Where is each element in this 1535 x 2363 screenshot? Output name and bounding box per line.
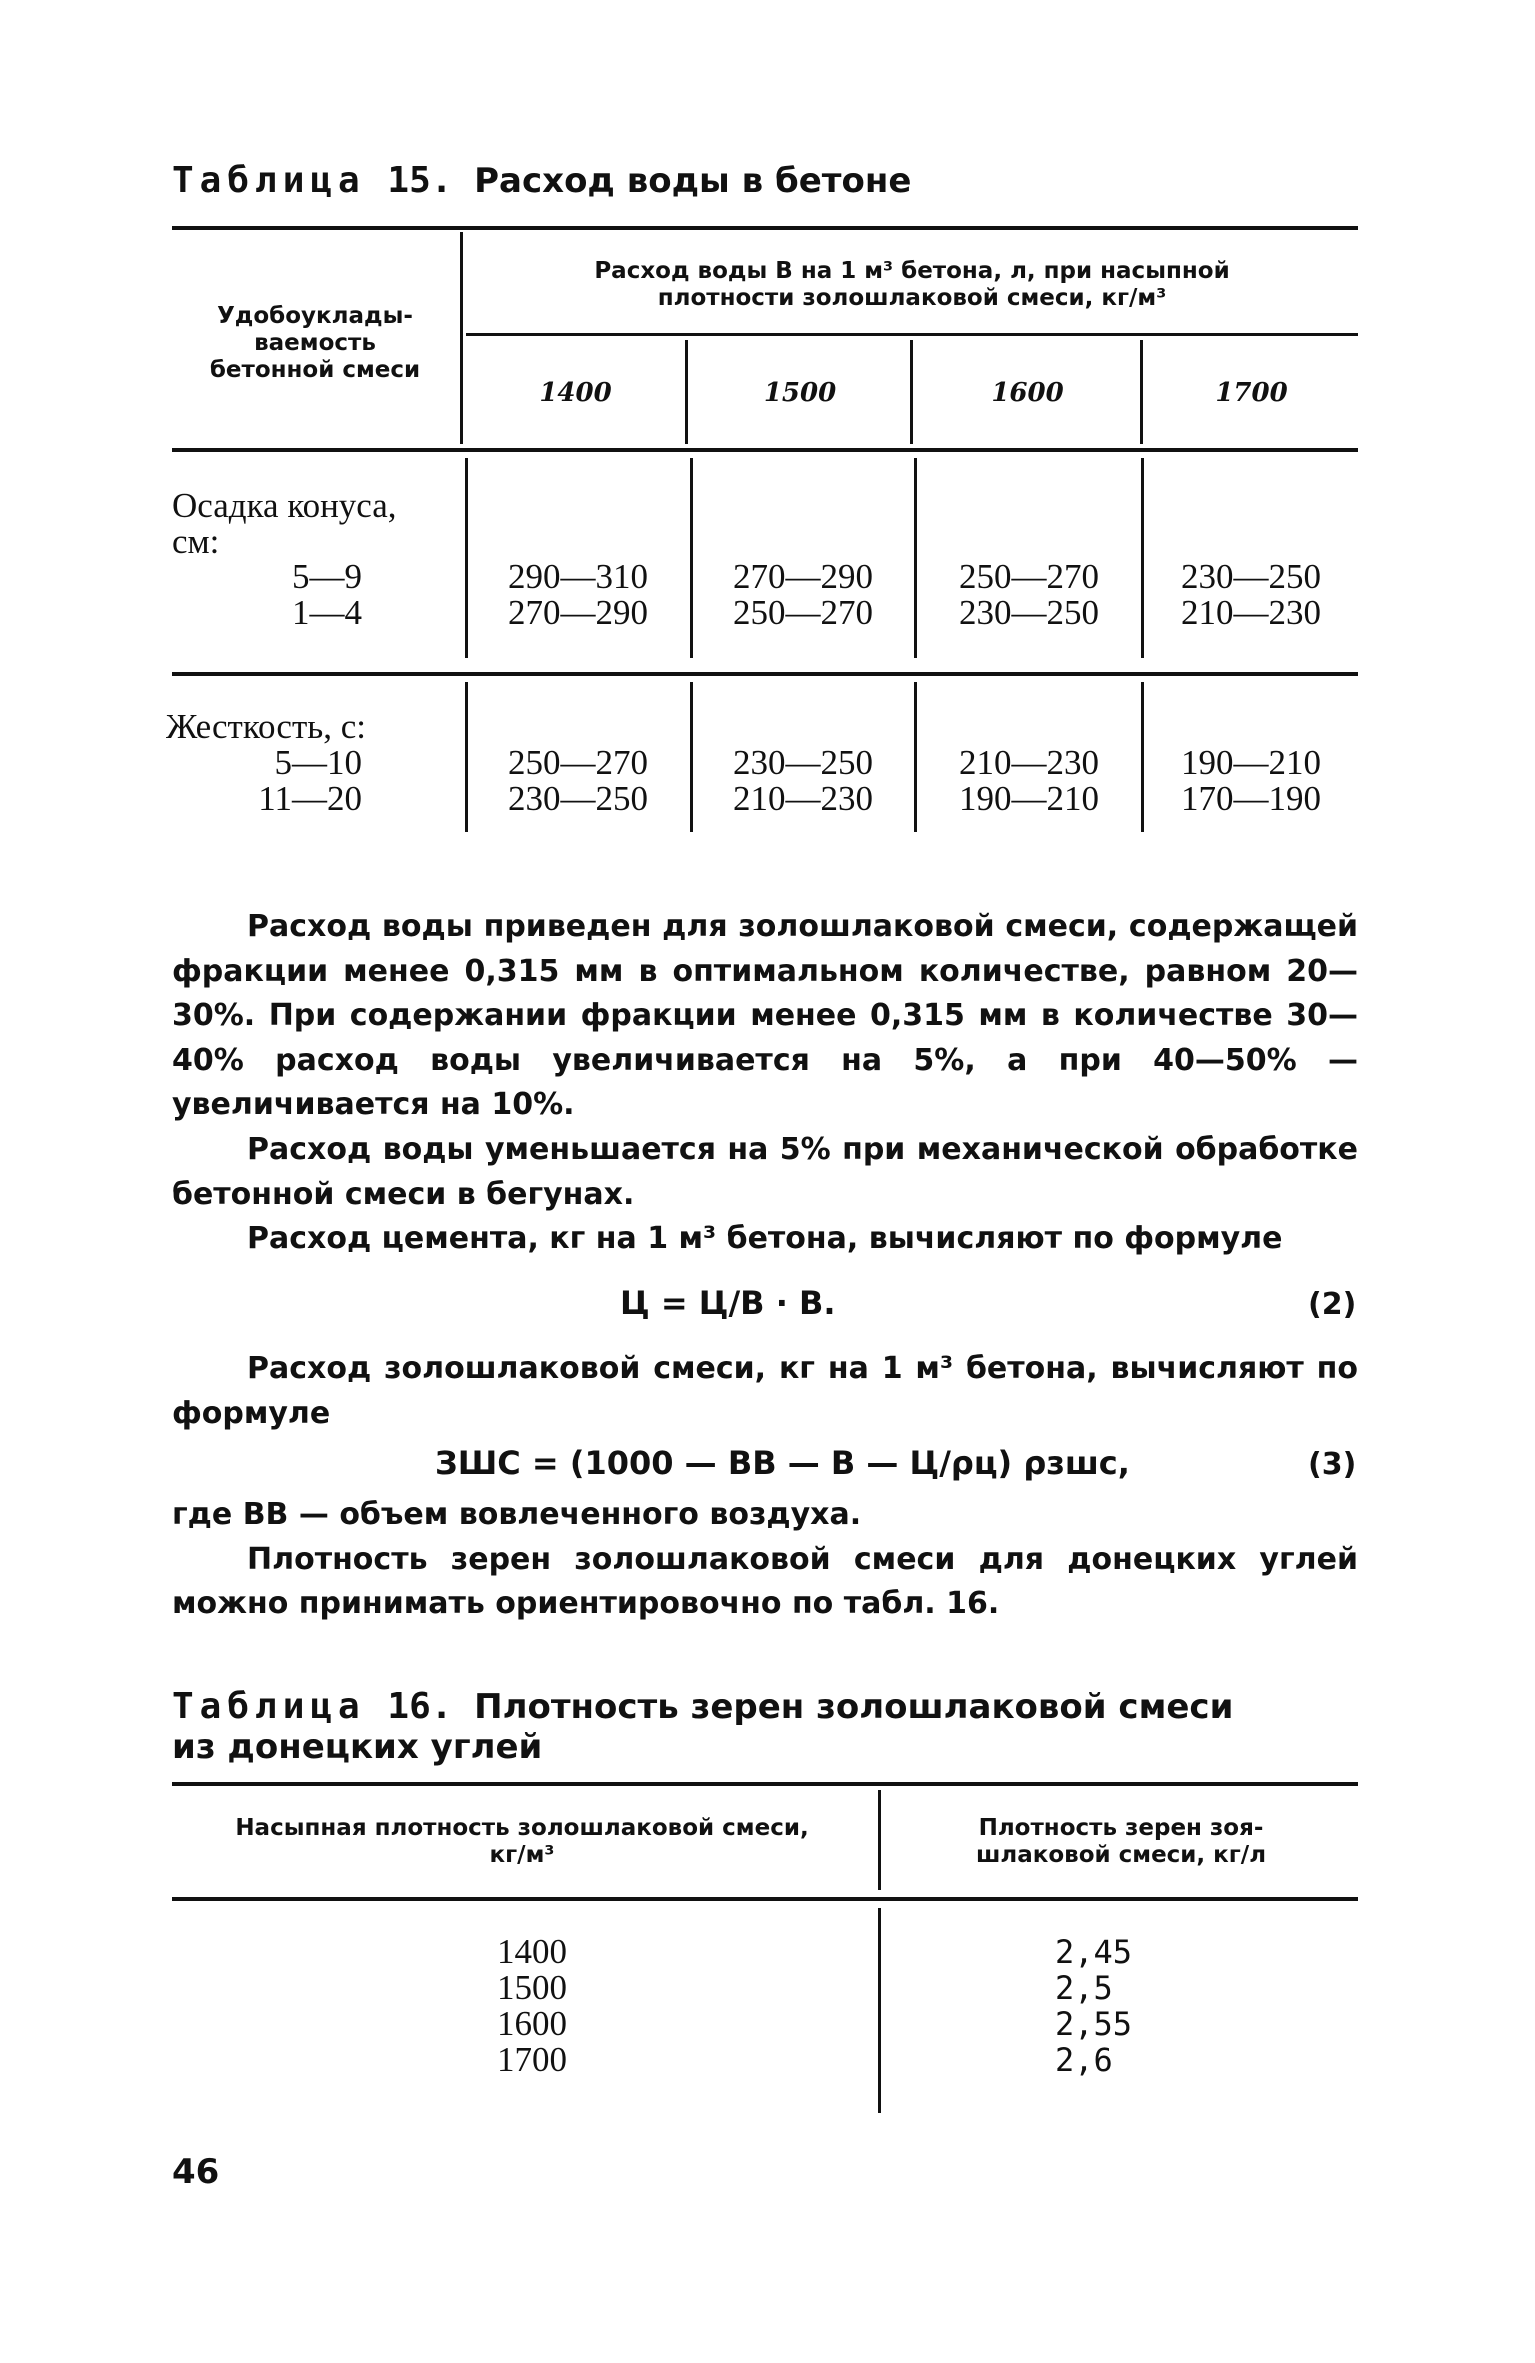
table15-caption bbox=[172, 160, 911, 201]
paragraph: где ВВ — объем вовлеченного воздуха. bbox=[172, 1497, 862, 1532]
table15-vrule bbox=[910, 340, 913, 444]
table-cell: 1500 bbox=[497, 1968, 567, 2007]
paragraph: Расход воды приведен для золошлаковой смеси, содержащей фракции менее 0,315 мм в оптимальном количестве, равном 20—30%. При содержании фракции менее 0,315 мм в количестве 30—40% расход воды увеличивается на 5%, а при 40—50% — увеличивается на 10%. bbox=[172, 909, 1358, 1123]
table15-vrule bbox=[460, 232, 463, 444]
group-header-line: Расход воды В на 1 м³ бетона, л, при насыпной bbox=[594, 258, 1230, 284]
body-text-block bbox=[172, 1347, 1358, 1436]
formula-3: ЗШС = (1000 — ВВ — В — Ц/ρц) ρзшс, bbox=[435, 1444, 1130, 1482]
table-cell: 1600 bbox=[497, 2004, 567, 2043]
paragraph: Плотность зерен золошлаковой смеси для донецких углей можно принимать ориентировочно по табл. 16. bbox=[172, 1541, 1358, 1622]
table-cell: 190—210 bbox=[959, 779, 1099, 818]
table15-caption-number: 15. bbox=[387, 160, 453, 201]
table-cell: 2,6 bbox=[1055, 2041, 1113, 2079]
table-cell: 170—190 bbox=[1181, 779, 1321, 818]
table16-caption-number: 16. bbox=[387, 1686, 453, 1727]
table-cell: 210—230 bbox=[1181, 593, 1321, 632]
table16-caption-line2 bbox=[172, 1726, 542, 1767]
section1-label bbox=[172, 488, 397, 560]
table16-vrule bbox=[878, 1790, 881, 1890]
table16-caption-title-2: из донецких углей bbox=[172, 1727, 543, 1767]
table-cell: 250—270 bbox=[508, 743, 648, 782]
paragraph: Расход золошлаковой смеси, кг на 1 м³ бетона, вычисляют по формуле bbox=[172, 1351, 1358, 1431]
formula-3-number: (3) bbox=[1308, 1447, 1357, 1482]
col1-header-line: Насыпная плотность золошлаковой смеси, bbox=[235, 1815, 809, 1841]
table15-group-header bbox=[466, 258, 1358, 312]
table16-header-rule bbox=[172, 1897, 1358, 1901]
table15-vrule bbox=[685, 340, 688, 444]
table15-header-rule bbox=[172, 448, 1358, 452]
section1-label-line: Осадка конуса, bbox=[172, 486, 397, 525]
paragraph: Расход воды уменьшается на 5% при механической обработке бетонной смеси в бегунах. bbox=[172, 1131, 1358, 1212]
table16-col2-header bbox=[884, 1815, 1358, 1869]
table-cell: 250—270 bbox=[959, 557, 1099, 596]
table-cell: 2,55 bbox=[1055, 2005, 1133, 2043]
table-cell: 190—210 bbox=[1181, 743, 1321, 782]
stub-header-line: бетонной смеси bbox=[209, 357, 421, 383]
table16-caption bbox=[172, 1686, 1233, 1727]
table15-vrule bbox=[1140, 340, 1143, 444]
table-cell: 210—230 bbox=[959, 743, 1099, 782]
table-cell: 290—310 bbox=[508, 557, 648, 596]
stub-header-line: Удобоуклады- bbox=[217, 303, 413, 329]
table-cell: 250—270 bbox=[733, 593, 873, 632]
table-cell: 230—250 bbox=[508, 779, 648, 818]
formula-2-number: (2) bbox=[1308, 1287, 1357, 1322]
table16-col2 bbox=[1055, 1934, 1205, 2078]
col-header-1600: 1600 bbox=[991, 378, 1064, 408]
table15-section-rule bbox=[172, 672, 1358, 676]
table-cell: 1700 bbox=[497, 2040, 567, 2079]
table15-caption-word: Таблица bbox=[172, 160, 366, 201]
table15-group-rule bbox=[466, 333, 1358, 336]
page-number: 46 bbox=[172, 2152, 220, 2192]
section2-row-label: 11—20 bbox=[258, 779, 362, 818]
body-text-block bbox=[172, 1493, 1358, 1627]
section2-label: Жесткость, с: bbox=[166, 707, 366, 746]
paragraph: Расход цемента, кг на 1 м³ бетона, вычисляют по формуле bbox=[247, 1221, 1283, 1257]
table-cell: 270—290 bbox=[508, 593, 648, 632]
col2-header-line: шлаковой смеси, кг/л bbox=[975, 1842, 1267, 1868]
section1-row-label: 1—4 bbox=[292, 593, 362, 632]
table15-caption-title: Расход воды в бетоне bbox=[474, 161, 912, 201]
stub-header-line: ваемость bbox=[254, 330, 376, 356]
group-header-line: плотности золошлаковой смеси, кг/м³ bbox=[657, 285, 1167, 311]
table15-top-rule bbox=[172, 226, 1358, 230]
table-cell: 230—250 bbox=[733, 743, 873, 782]
col-header-1500: 1500 bbox=[763, 378, 837, 408]
section2-row-label: 5—10 bbox=[274, 743, 362, 782]
table16-caption-word: Таблица bbox=[172, 1686, 366, 1727]
table16-caption-title: Плотность зерен золошлаковой смеси bbox=[474, 1687, 1234, 1727]
table16-top-rule bbox=[172, 1782, 1358, 1786]
col-header-1700: 1700 bbox=[1215, 378, 1288, 408]
section1-row-label: 5—9 bbox=[292, 557, 362, 596]
table-cell: 2,5 bbox=[1055, 1969, 1113, 2007]
table16-col1 bbox=[172, 1934, 892, 2078]
table-cell: 230—250 bbox=[959, 593, 1099, 632]
table-cell: 230—250 bbox=[1181, 557, 1321, 596]
col2-header-line: Плотность зерен зоя- bbox=[978, 1815, 1264, 1841]
table-cell: 2,45 bbox=[1055, 1933, 1133, 1971]
table15-stub-header bbox=[172, 303, 458, 384]
table-cell: 270—290 bbox=[733, 557, 873, 596]
table-cell: 1400 bbox=[497, 1932, 567, 1971]
body-text-block bbox=[172, 905, 1358, 1262]
table-cell: 210—230 bbox=[733, 779, 873, 818]
col1-header-line: кг/м³ bbox=[489, 1842, 555, 1868]
section1-label-line: см: bbox=[172, 522, 220, 561]
table16-col1-header bbox=[172, 1815, 872, 1869]
col-header-1400: 1400 bbox=[539, 378, 612, 408]
formula-2: Ц = Ц/В · В. bbox=[620, 1284, 836, 1322]
